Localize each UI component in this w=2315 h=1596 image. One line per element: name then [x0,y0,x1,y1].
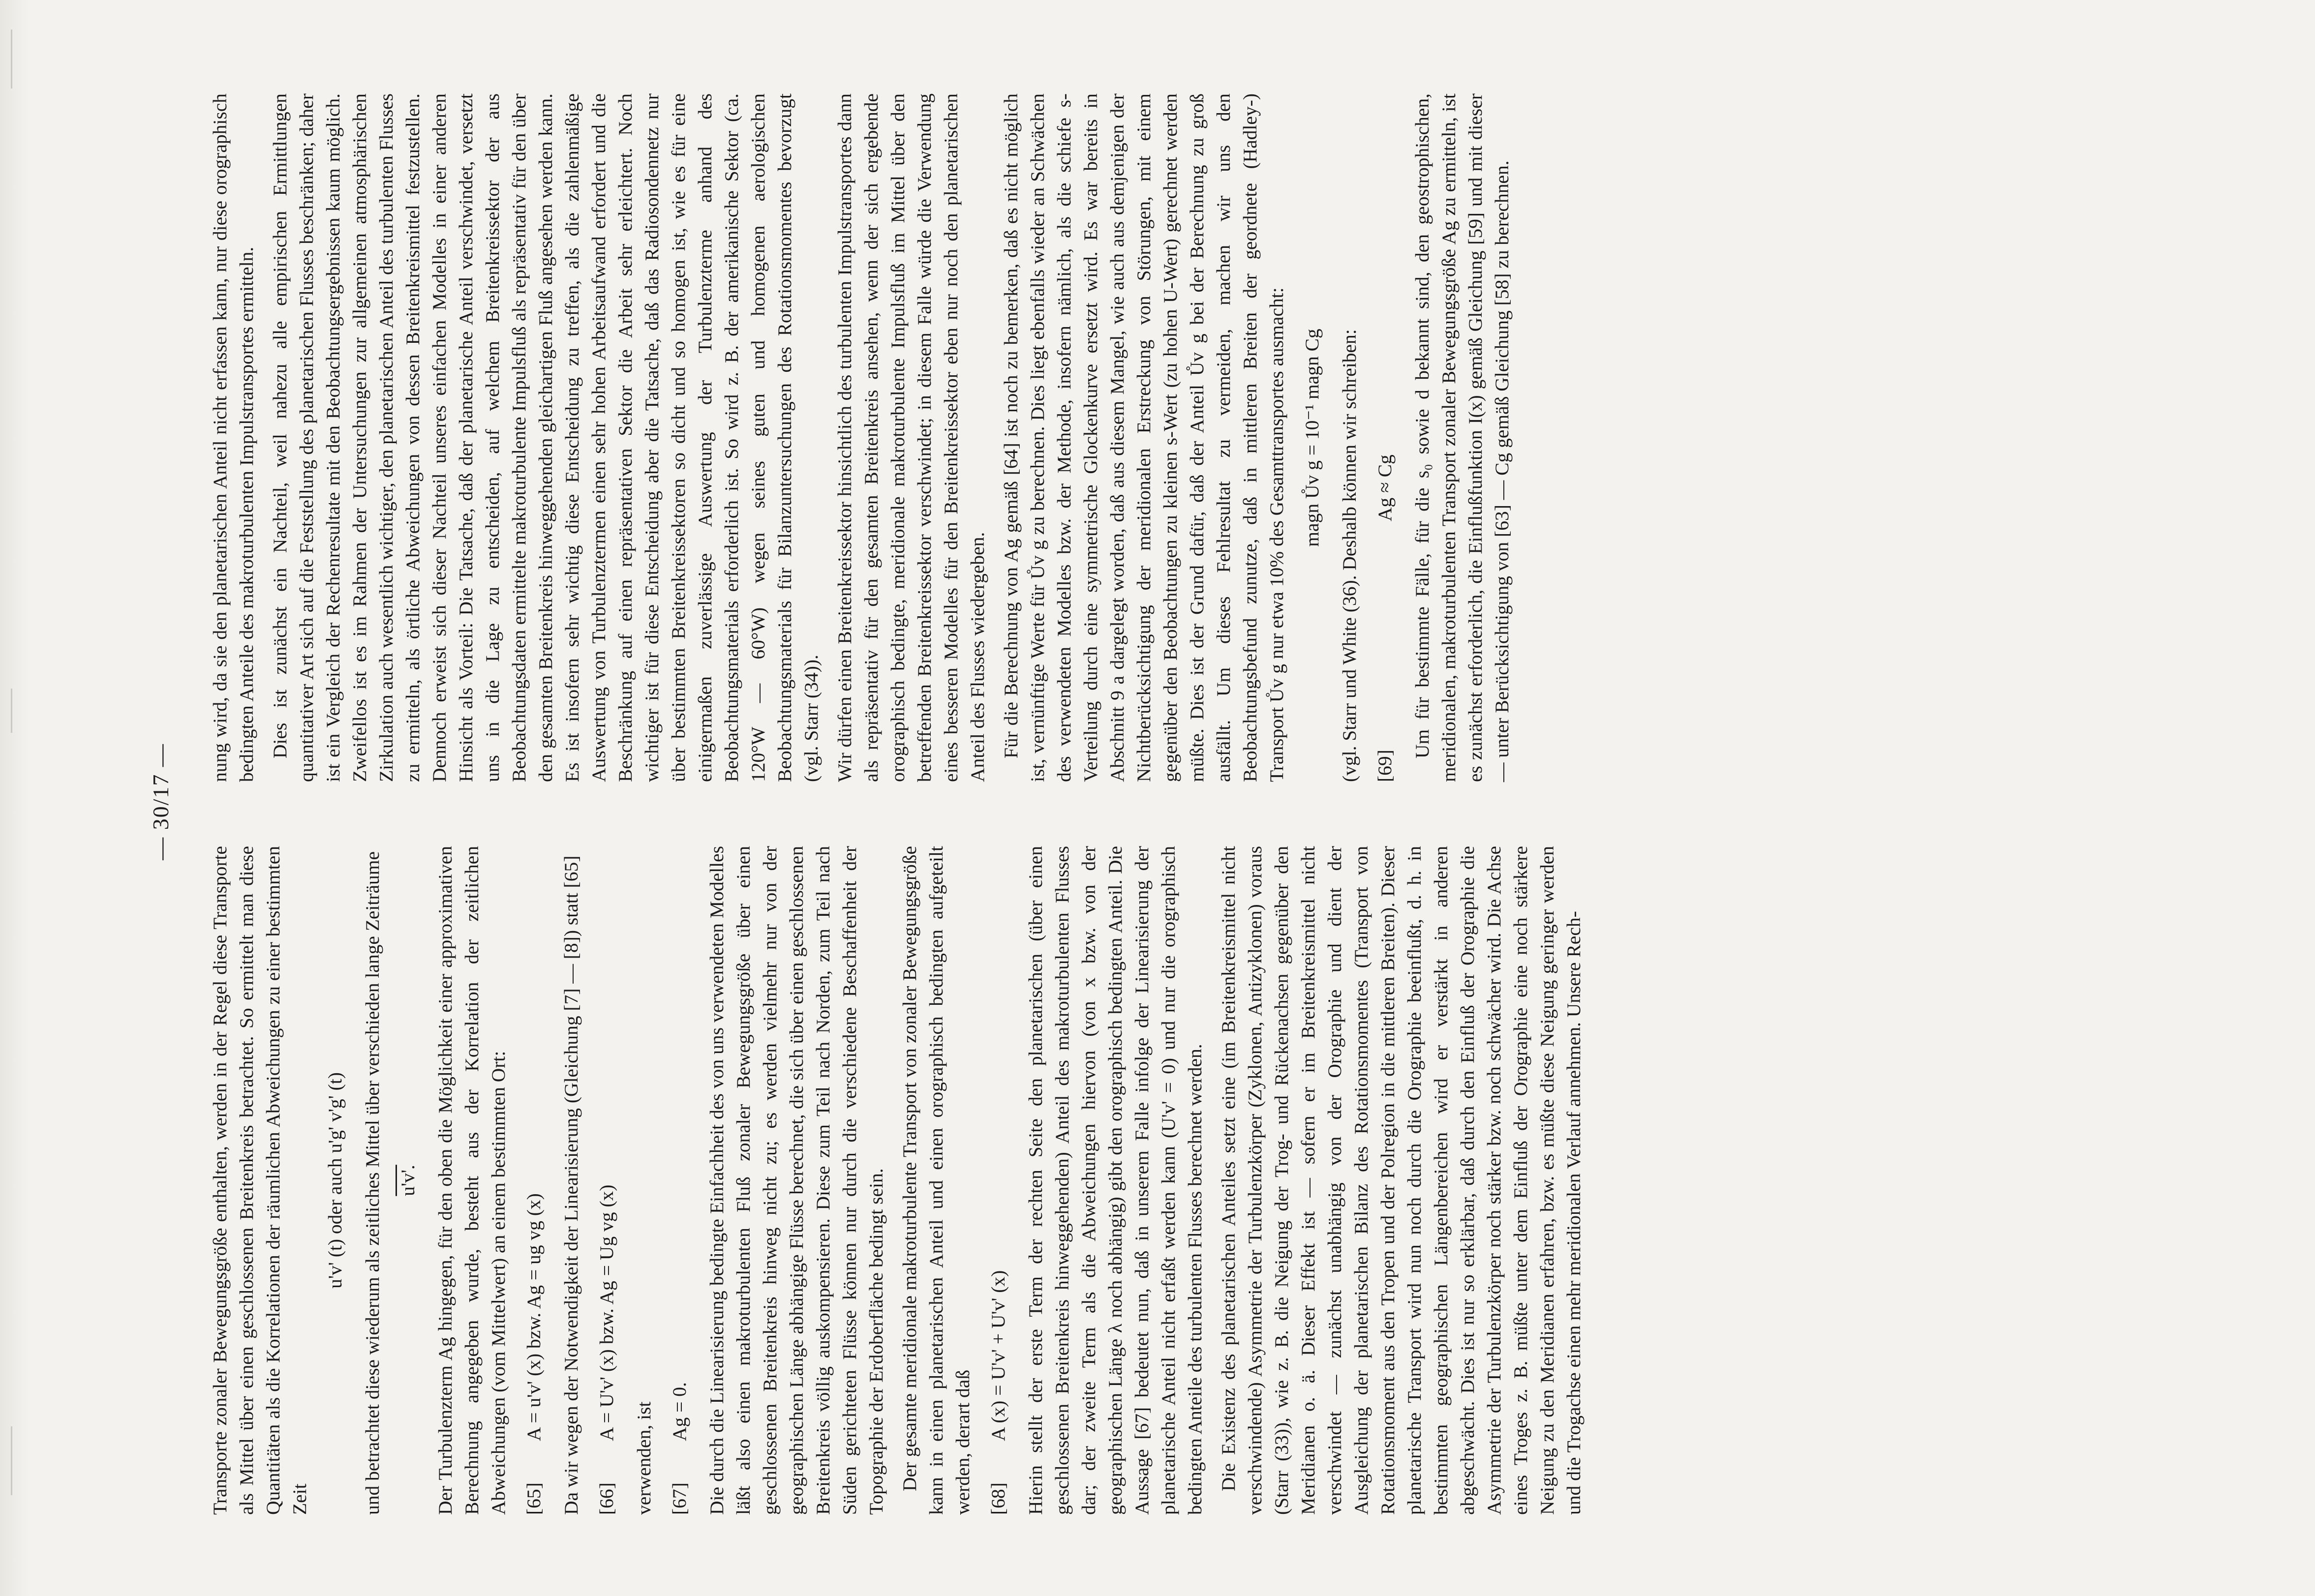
equation-65 [520,846,547,1515]
binding-mark [11,689,12,733]
paragraph: Da wir wegen der Notwendigkeit der Linearisierung (Gleichung [7] — [8]) statt [65] [560,855,582,1515]
equation-formula: u'v'. [397,1165,419,1196]
equation [1299,93,1325,782]
paragraph: Für die Berechnung von Ag gemäß [64] ist noch zu bemerken, daß es nicht möglich ist, vernünftige Werte für Ův g zu berechnen. Dies liegt ebenfalls wieder an Schwächen des verwendeten Modelles bzw. der Methode, insofern nämlich, als die schiefe s-Verteilung durch eine symmetrische Glockenkurve ersetzt wird. Es war bereits in Abschnitt 9 a dargelegt worden, daß aus diesem Mangel, wie auch aus demjenigen der Nichtberücksichtigung der meridionalen Erstreckung von Störungen, mit einem gegenüber den Beobachtungen zu kleinen s-Wert (zu hohen U-Wert) gerechnet werden müßte. Dies ist der Grund dafür, daß der Anteil Ův g bei der Berechnung zu groß ausfällt. Um dieses Fehlresultat zu vermeiden, machen wir uns den Beobachtungsbefund zunutze, daß in mittleren Breiten der geordnete (Hadley-) Transport Ův g nur etwa 10% des Gesamttransportes ausmacht: [1000,93,1287,782]
paragraph: Der Turbulenzterm Ag hingegen, für den oben die Möglichkeit einer approximativen Berechnung angegeben wurde, besteht aus der Korrelation der zeitlichen Abweichungen (vom Mittelwert) an einem bestimmten Ort: [434,846,509,1515]
paragraph: nung wird, da sie den planetarischen Anteil nicht erfassen kann, nur diese orographisch bedingten Anteile des makroturbulenten Impulstransportes ermitteln. [209,93,257,782]
equation-69 [1371,93,1398,782]
equation-number: [66] [596,1482,617,1515]
left-column [207,846,1594,1515]
paragraph: Wir dürfen einen Breitenkreissektor hinsichtlich des turbulenten Impulstransportes dann als repräsentativ für den gesamten Breitenkreis ansehen, wenn der sich ergebende orographisch bedingte, meridionale makroturbulente Impulsfluß im Mittel über den betreffenden Breitenkreissektor verschwindet; in diesem Falle würde die Verwendung eines besseren Modelles für den Breitenkreissektor eben nur noch den planetarischen Anteil des Flusses wiedergeben. [834,93,988,782]
equation [395,846,421,1515]
paragraph: Transporte zonaler Bewegungsgröße enthalten, werden in der Regel diese Transporte als Mittel über einen geschlossenen Breitenkreis betrachtet. So ermittelt man diese Quantitäten als die Korrelationen der räumlichen Abweichungen zu einer bestimmten Zeit [209,846,310,1515]
paragraph: Die durch die Linearisierung bedingte Einfachheit des von uns verwendeten Modelles läßt also einen makroturbulenten Fluß zonaler Bewegungsgröße über einen geschlossenen Breitenkreis hinweg nicht zu; es werden vielmehr nur von der geographischen Länge abhängige Flüsse berechnet, die sich über einen geschlossenen Breitenkreis völlig auskompensieren. Diese zum Teil nach Norden, zum Teil nach Süden gerichteten Flüsse können nur durch die verschiedene Beschaffenheit der Topographie der Erdoberfläche bedingt sein. [706,846,887,1515]
paragraph: Die Existenz des planetarischen Anteiles setzt eine (im Breitenkreismittel nicht verschwindende) Asymmetrie der Turbulenzkörper (Zyklonen, Antizyklonen) voraus (Starr (33)), wie z. B. die Neigung der Trog- und Rückenachsen gegenüber den Meridianen o. ä. Dieser Effekt ist — sofern er im Breitenkreismittel nicht verschwindet — zunächst unabhängig von der Orographie und dient der Ausgleichung der planetarischen Bilanz des Rotationsmomentes (Transport von Rotationsmoment aus den Tropen und der Polregion in die mittleren Breiten). Dieser planetarische Transport wird nun noch durch die Orographie beeinflußt, d. h. in bestimmten geographischen Längenbereichen wird er verstärkt in anderen abgeschwächt. Dies ist nur so erklärbar, daß durch den Einfluß der Orographie die Asymmetrie der Turbulenzkörper noch stärker bzw. noch schwächer wird. Die Achse eines Troges z. B. müßte unter dem Einfluß der Orographie eine noch stärkere Neigung zu den Meridianen erfahren, bzw. es müßte diese Neigung geringer werden und die Trogachse einen mehr meridionalen Verlauf annehmen. Unsere Rech- [1218,846,1584,1515]
equation [322,846,348,1515]
paragraph: Hierin stellt der erste Term der rechten Seite den planetarischen (über einen geschlossenen Breitenkreis hinweggehenden) Anteil des makroturbulenten Flusses dar; der zweite Term als die Abweichungen hiervon (von x bzw. von der geographischen Länge λ noch abhängig) gibt den orographisch bedingten Anteil. Die Aussage [67] bedeutet nun, daß in unserem Falle infolge der Linearisierung der planetarische Anteil nicht erfaßt werden kann (U'v' = 0) und nur die orographisch bedingten Anteile des turbulenten Flusses berechnet werden. [1025,846,1206,1515]
page-number: — 30/17 — [148,743,173,860]
equation-formula: Ag ≈ Cg [1374,454,1396,521]
paragraph: verwenden, ist [633,1401,655,1515]
right-column [207,93,1522,782]
paragraph: Um für bestimmte Fälle, für die s₀ sowie d bekannt sind, den geostrophischen, meridionalen, makroturbulenten Transport zonaler Bewegungsgröße Ag zu ermitteln, ist es zunächst erforderlich, die Einflußfunktion I(x) gemäß Gleichung [59] und mit dieser — unter Berücksichtigung von [63] — Cg gemäß Gleichung [58] zu berechnen. [1411,93,1513,782]
equation-number: [68] [987,1482,1009,1515]
binding-mark [11,1426,12,1495]
paragraph: Dies ist zunächst ein Nachteil, weil nahezu alle empirischen Ermittlungen quantitativer Art sich auf die Feststellung des planetarischen Flusses beschränken; daher ist ein Vergleich der Rechenresultate mit den Beobachtungsergebnissen kaum möglich. Zweifellos ist es im Rahmen der Untersuchungen zur allgemeinen atmosphärischen Zirkulation auch wesentlich wichtiger, den planetarischen Anteil des turbulenten Flusses zu ermitteln, als örtliche Abweichungen von dessen Breitenkreismittel festzustellen. Dennoch erweist sich dieser Nachteil unseres einfachen Modelles in einer anderen Hinsicht als Vorteil: Die Tatsache, daß der planetarische Anteil verschwindet, versetzt uns in die Lage zu entscheiden, auf welchem Breitenkreissektor der aus Beobachtungsdaten ermittelte makroturbulente Impulsfluß als repräsentativ für den über den gesamten Breitenkreis hinweggehenden gleichartigen Fluß angesehen werden kann. Es ist insofern sehr wichtig diese Entscheidung zu treffen, als die zahlenmäßige Auswertung von Turbulenztermen einen sehr hohen Arbeitsaufwand erfordert und die Beschränkung auf einen repräsentativen Sektor die Arbeit sehr erleichtert. Noch wichtiger ist für diese Entscheidung aber die Tatsache, daß das Radiosondennetz nur über bestimmten Breitenkreissektoren so dicht und so homogen ist, wie es für eine einigermaßen zuverlässige Auswertung der Turbulenzterme anhand des Beobachtungsmaterials erforderlich ist. So wird z. B. der amerikanische Sektor (ca. 120°W — 60°W) wegen seines guten und homogenen aerologischen Beobachtungsmaterials für Bilanzuntersuchungen des Rotationsmomentes bevorzugt (vgl. Starr (34)). [269,93,822,782]
paragraph: Der gesamte meridionale makroturbulente Transport von zonaler Bewegungsgröße kann in einen planetarischen Anteil und einen orographisch bedingten aufgeteilt werden, derart daß [899,846,974,1515]
equation-formula: Ag = 0. [669,1382,690,1441]
equation-number: [67] [669,1482,690,1515]
document-page [148,74,2263,1530]
equation-formula: magn Ův g = 10⁻¹ magn Cg [1301,329,1323,547]
equation-number: [69] [1374,750,1396,782]
paragraph: und betrachtet diese wiederum als zeitliches Mittel über verschieden lange Zeiträume [362,851,383,1515]
equation-number: [65] [523,1482,545,1515]
binding-mark [11,30,12,89]
equation-formula: A = U'v' (x) bzw. Ag = Ug vg (x) [596,1184,617,1441]
equation-68 [985,846,1011,1515]
equation-66 [593,846,620,1515]
equation-formula: A (x) = U'v' + U'v' (x) [987,1270,1009,1441]
paragraph: (vgl. Starr und White (36). Deshalb können wir schreiben: [1339,329,1360,782]
equation-formula: u'v' (t) oder auch u'g' v'g' (t) [324,1072,346,1289]
scan-edge [0,0,30,1596]
equation-67 [666,846,693,1515]
equation-formula: A = u'v' (x) bzw. Ag = ug vg (x) [523,1193,545,1441]
